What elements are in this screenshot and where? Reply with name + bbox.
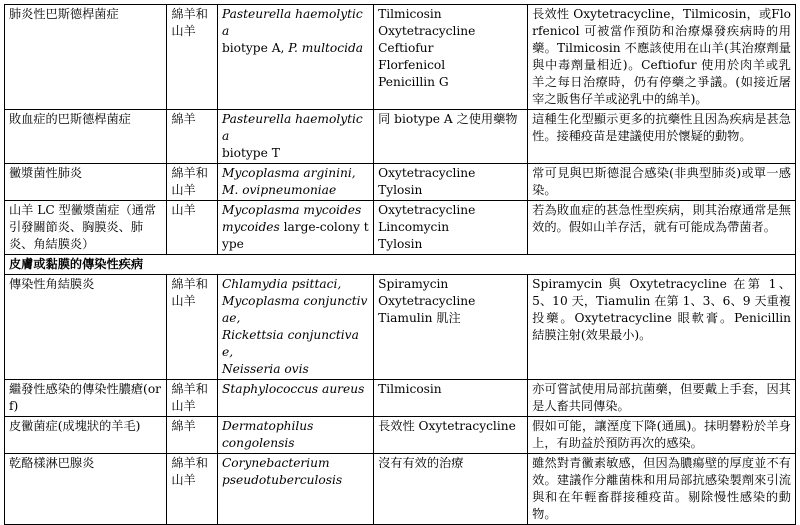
pathogen-cell bbox=[217, 275, 373, 380]
pathogen-line bbox=[222, 455, 369, 472]
table-row bbox=[5, 164, 796, 201]
pathogen-name-italic: Rickettsia conjunctivae, bbox=[221, 328, 359, 359]
host-cell: 綿羊和山羊 bbox=[167, 5, 218, 110]
host-cell: 山羊 bbox=[167, 201, 218, 255]
pathogen-cell bbox=[217, 5, 373, 110]
drug-name: Tiamulin 肌注 bbox=[378, 311, 461, 325]
pathogen-line bbox=[222, 40, 369, 57]
table-row bbox=[5, 454, 796, 525]
drug-name: Florfenicol bbox=[378, 58, 446, 72]
pathogen-name-italic: P. multocida bbox=[288, 41, 364, 55]
notes-cell: 雖然對青黴素敏感，但因為膿瘍壁的厚度並不有效。建議作分離菌株和用局部抗感染製劑來引流與和在年輕畜群接種疫苗。剔除慢性感染的動物。 bbox=[528, 454, 796, 525]
section-header-label: 皮膚或黏膜的傳染性疾病 bbox=[5, 255, 796, 275]
host-cell: 綿羊 bbox=[167, 417, 218, 454]
pathogen-cell bbox=[217, 380, 373, 417]
drug-name: Oxytetracycline bbox=[378, 24, 476, 38]
table-row bbox=[5, 417, 796, 454]
pathogen-line bbox=[222, 6, 369, 40]
drug-cell bbox=[374, 275, 528, 380]
pathogen-name-text: biotype T bbox=[221, 146, 280, 160]
disease-cell: 皮黴菌症(成塊狀的羊毛) bbox=[5, 417, 167, 454]
drug-name: Tilmicosin bbox=[378, 7, 442, 21]
pathogen-name-italic: Mycoplasma mycoides bbox=[221, 203, 362, 217]
pathogen-name-italic: M. ovipneumoniae bbox=[221, 183, 337, 197]
table-row bbox=[5, 275, 796, 380]
drug-name: 同 biotype A 之使用藥物 bbox=[378, 112, 518, 126]
notes-cell: 常可見與巴斯德混合感染(非典型肺炎)或單一感染。 bbox=[528, 164, 796, 201]
host-cell: 綿羊 bbox=[167, 110, 218, 164]
drug-name: Ceftiofur bbox=[378, 41, 434, 55]
drug-name: Tilmicosin bbox=[378, 382, 442, 396]
pathogen-name-text: large-colony type bbox=[221, 220, 369, 251]
table-row bbox=[5, 110, 796, 164]
pathogen-name-italic: Staphylococcus aureus bbox=[221, 382, 365, 396]
drug-name: Oxytetracycline bbox=[378, 166, 476, 180]
pathogen-name-italic: Mycoplasma conjunctivae, bbox=[221, 294, 368, 325]
drug-table-body bbox=[5, 5, 796, 525]
pathogen-line bbox=[222, 202, 369, 219]
drug-name: Oxytetracycline bbox=[378, 294, 476, 308]
pathogen-line bbox=[222, 327, 369, 361]
pathogen-line bbox=[222, 165, 369, 182]
drug-cell bbox=[374, 380, 528, 417]
disease-cell: 敗血症的巴斯德桿菌症 bbox=[5, 110, 167, 164]
pathogen-cell bbox=[217, 417, 373, 454]
disease-cell: 山羊 LC 型黴漿菌症（通常引發關節炎、胸膜炎、肺炎、角結膜炎） bbox=[5, 201, 167, 255]
pathogen-name-italic: Neisseria ovis bbox=[221, 362, 309, 376]
notes-cell: Spiramycin 與 Oxytetracycline 在第 1、5、10 天，Tiamulin 在第 1、3、6、9 天重複投藥。Oxytetracycline 眼軟膏。Penicillin 結膜注射(效果最小)。 bbox=[528, 275, 796, 380]
pathogen-name-text: biotype A, bbox=[221, 41, 289, 55]
notes-cell: 若為敗血症的甚急性型疾病，則其治療通常是無效的。假如山羊存活，就有可能成為帶菌者。 bbox=[528, 201, 796, 255]
drug-name: Tylosin bbox=[378, 183, 423, 197]
drug-name: Tylosin bbox=[378, 237, 423, 251]
drug-name: Oxytetracycline bbox=[378, 203, 476, 217]
pathogen-cell bbox=[217, 110, 373, 164]
drug-name: Penicillin G bbox=[378, 75, 449, 89]
drug-name: 長效性 Oxytetracycline bbox=[378, 419, 516, 433]
drug-cell bbox=[374, 454, 528, 525]
pathogen-name-italic: mycoides bbox=[221, 220, 280, 234]
pathogen-name-italic: Corynebacterium bbox=[221, 456, 330, 470]
drug-cell bbox=[374, 110, 528, 164]
host-cell: 綿羊和山羊 bbox=[167, 454, 218, 525]
disease-cell: 黴漿菌性肺炎 bbox=[5, 164, 167, 201]
notes-cell: 亦可嘗試使用局部抗菌藥，但要戴上手套，因其是人畜共同傳染。 bbox=[528, 380, 796, 417]
pathogen-line bbox=[222, 418, 369, 435]
pathogen-name-italic: Dermatophilus bbox=[221, 419, 314, 433]
drug-name: Lincomycin bbox=[378, 220, 450, 234]
drug-cell bbox=[374, 417, 528, 454]
table-row bbox=[5, 201, 796, 255]
pathogen-line bbox=[222, 276, 369, 293]
pathogen-name-italic: pseudotuberculosis bbox=[221, 473, 343, 487]
pathogen-cell bbox=[217, 454, 373, 525]
host-cell: 綿羊和山羊 bbox=[167, 275, 218, 380]
pathogen-line bbox=[222, 472, 369, 489]
disease-cell: 傳染性角結膜炎 bbox=[5, 275, 167, 380]
pathogen-cell bbox=[217, 201, 373, 255]
pathogen-name-italic: congolensis bbox=[221, 436, 295, 450]
table-row bbox=[5, 5, 796, 110]
drug-table-document bbox=[4, 4, 796, 525]
host-cell: 綿羊和山羊 bbox=[167, 380, 218, 417]
drug-table bbox=[4, 4, 796, 525]
pathogen-line bbox=[222, 182, 369, 199]
host-cell: 綿羊和山羊 bbox=[167, 164, 218, 201]
pathogen-cell bbox=[217, 164, 373, 201]
pathogen-line bbox=[222, 381, 369, 398]
pathogen-name-italic: Pasteurella haemolytica bbox=[221, 7, 363, 38]
drug-cell bbox=[374, 201, 528, 255]
disease-cell: 乾酪樣淋巴腺炎 bbox=[5, 454, 167, 525]
drug-cell bbox=[374, 164, 528, 201]
notes-cell: 長效性 Oxytetracycline，Tilmicosin，或Florfenicol 可被當作預防和治療爆發疾病時的用藥。Tilmicosin 不應該使用在山羊(其治療劑量與中毒劑量相近)。Ceftiofur 使用於肉羊或乳羊之每日治療時，仍有停藥之爭議。(如接近屠宰之販售仔羊或泌乳中的綿羊)。 bbox=[528, 5, 796, 110]
drug-name: 沒有有效的治療 bbox=[378, 456, 464, 470]
pathogen-name-italic: Chlamydia psittaci, bbox=[221, 277, 342, 291]
notes-cell: 假如可能，讓溼度下降(通風)。抹明礬粉於羊身上，有助益於預防再次的感染。 bbox=[528, 417, 796, 454]
pathogen-name-italic: Mycoplasma arginini, bbox=[221, 166, 356, 180]
pathogen-name-italic: Pasteurella haemolytica bbox=[221, 112, 363, 143]
pathogen-line bbox=[222, 435, 369, 452]
pathogen-line bbox=[222, 293, 369, 327]
disease-cell: 肺炎性巴斯德桿菌症 bbox=[5, 5, 167, 110]
section-header-row bbox=[5, 255, 796, 275]
table-row bbox=[5, 380, 796, 417]
pathogen-line bbox=[222, 145, 369, 162]
notes-cell: 這種生化型顯示更多的抗藥性且因為疾病是甚急性。接種疫苗是建議使用於懷疑的動物。 bbox=[528, 110, 796, 164]
disease-cell: 繼發性感染的傳染性膿瘡(orf) bbox=[5, 380, 167, 417]
drug-cell bbox=[374, 5, 528, 110]
pathogen-line bbox=[222, 111, 369, 145]
pathogen-line bbox=[222, 219, 369, 253]
pathogen-line bbox=[222, 361, 369, 378]
drug-name: Spiramycin bbox=[378, 277, 449, 291]
